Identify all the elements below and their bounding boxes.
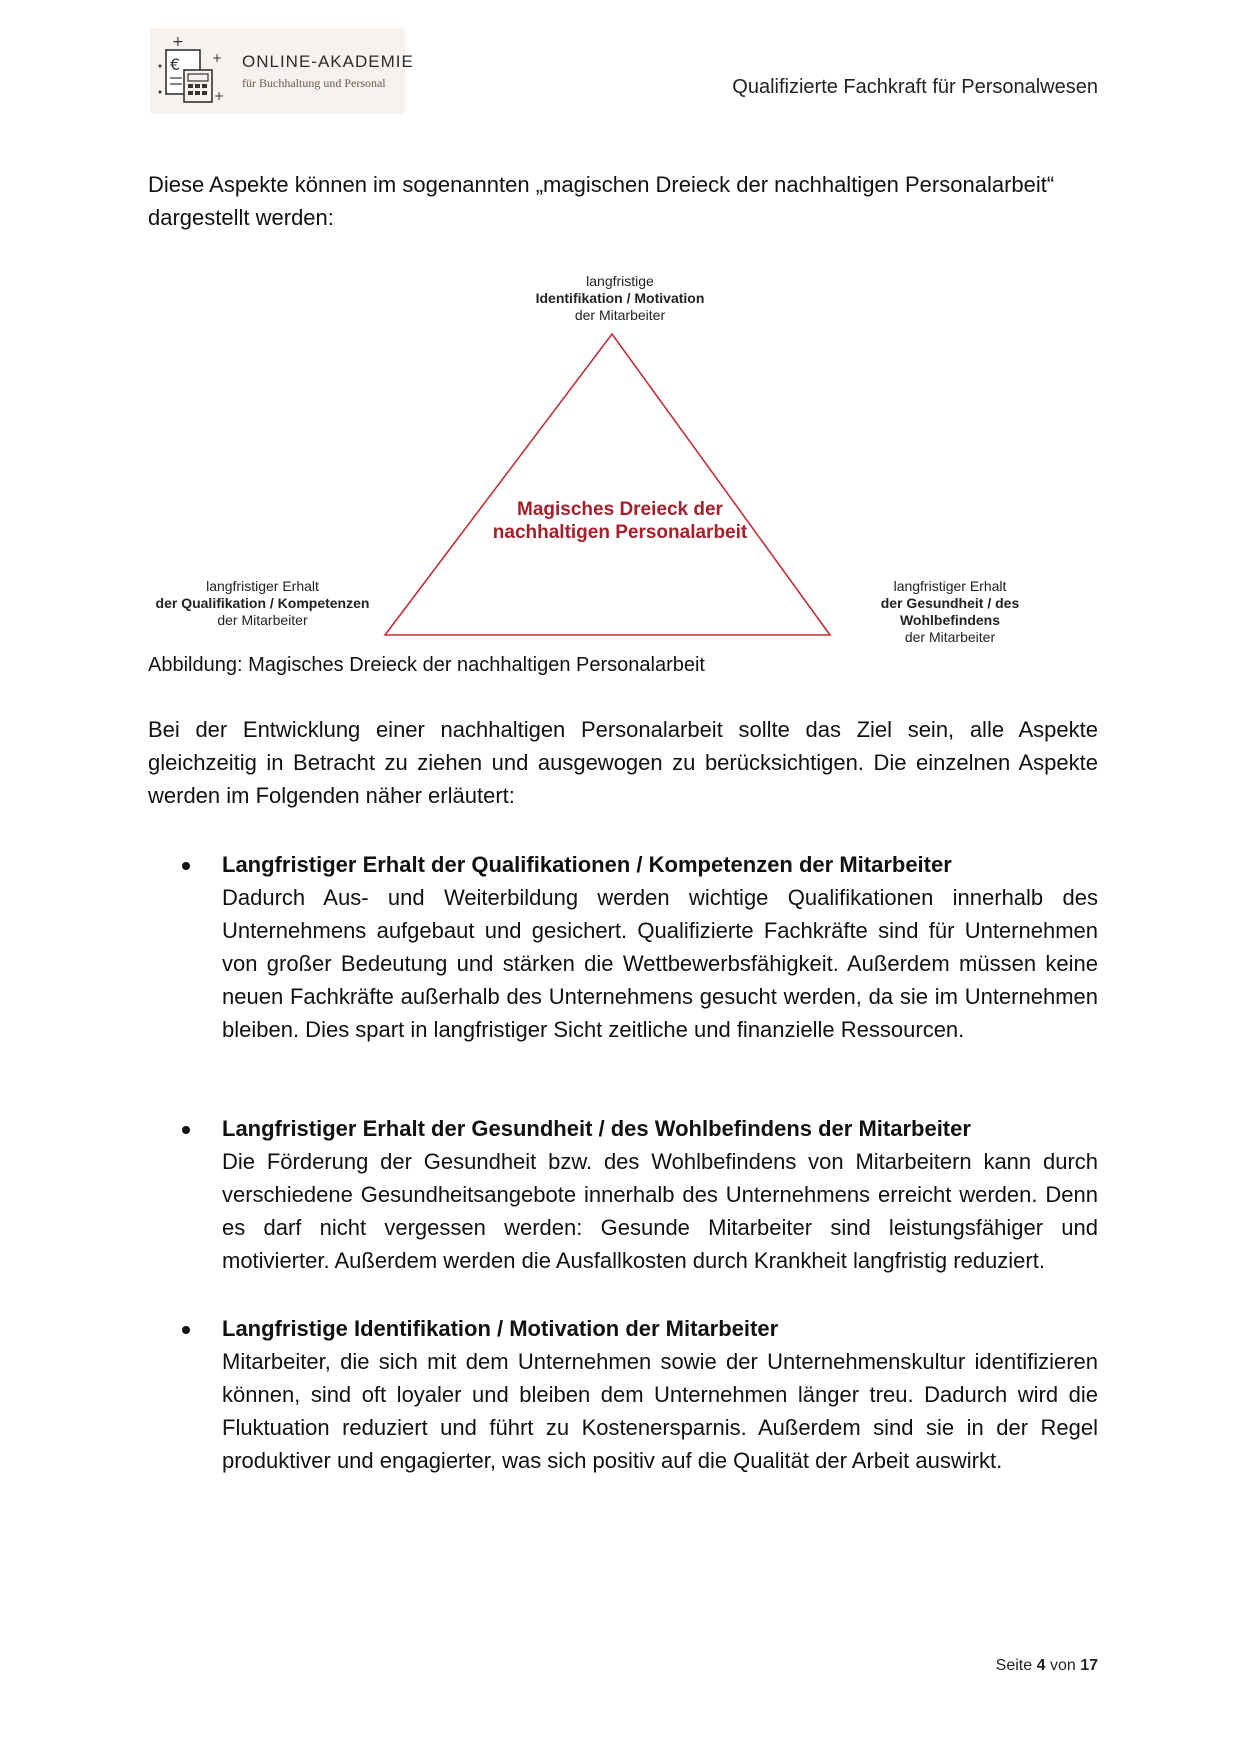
svg-text:+: + <box>212 51 223 65</box>
logo <box>150 28 414 114</box>
list-item <box>182 1112 1098 1277</box>
intro-paragraph: Diese Aspekte können im sogenannten „magischen Dreieck der nachhaltigen Personalarbeit“ dargestellt werden: <box>148 172 1055 230</box>
svg-text:€: € <box>170 55 181 74</box>
label-top: langfristige Identifikation / Motivation der Mitarbeiter <box>535 273 705 323</box>
svg-text:+: + <box>214 89 225 103</box>
section-text: Dadurch Aus- und Weiterbildung werden wichtige Qualifikationen innerhalb des Unternehmens aufgebaut und gesichert. Qualifizierte Fachkräfte sind für Unternehmen von großer Bedeutung und stärken die Wettbewerbsfähigkeit. Außerdem müssen keine neuen Fachkräfte außerhalb des Unternehmens gesucht werden, da sie im Unternehmen bleiben. Dies spart in langfristiger Sicht zeitliche und finanzielle Ressourcen. <box>222 885 1098 1042</box>
course-title: Qualifizierte Fachkraft für Personalwesen <box>732 76 1098 98</box>
calculator-document-icon <box>154 34 225 108</box>
section-heading: Langfristige Identifikation / Motivation der Mitarbeiter <box>222 1316 779 1341</box>
label-right: langfristiger Erhalt der Gesundheit / des Wohlbefindens der Mitarbeiter <box>880 578 1020 645</box>
diagram-center-title: Magisches Dreieck der nachhaltigen Personalarbeit <box>492 499 748 543</box>
logo-subtitle: für Buchhaltung und Personal <box>242 76 386 90</box>
section-text: Die Förderung der Gesundheit bzw. des Wohlbefindens von Mitarbeitern kann durch verschiedene Gesundheitsangebote innerhalb des Unternehmens erreicht werden. Denn es darf nicht vergessen werden: Gesunde Mitarbeiter sind leistungsfähiger und motivierter. Außerdem werden die Ausfallkosten durch Krankheit langfristig reduziert. <box>222 1149 1098 1273</box>
label-left: langfristiger Erhalt der Qualifikation / Kompetenzen der Mitarbeiter <box>155 578 370 628</box>
magic-triangle-diagram <box>140 270 1100 650</box>
bullet-icon <box>182 862 190 870</box>
bullet-icon <box>182 1326 190 1334</box>
figure-caption: Abbildung: Magisches Dreieck der nachhaltigen Personalarbeit <box>148 654 705 676</box>
section-heading: Langfristiger Erhalt der Qualifikationen / Kompetenzen der Mitarbeiter <box>222 852 952 877</box>
svg-text:+: + <box>172 34 184 50</box>
section-text: Mitarbeiter, die sich mit dem Unternehmen sowie der Unternehmenskultur identifizieren können, sind oft loyaler und bleiben dem Unternehmen länger treu. Dadurch wird die Fluktuation reduziert und führt zu Kostenersparnis. Außerdem sind sie in der Regel produktiver und engagierter, was sich positiv auf die Qualität der Arbeit auswirkt. <box>222 1349 1098 1473</box>
page-number: Seite 4 von 17 <box>995 1657 1098 1674</box>
bullet-icon <box>182 1126 190 1134</box>
body-paragraph: Bei der Entwicklung einer nachhaltigen Personalarbeit sollte das Ziel sein, alle Aspekte gleichzeitig in Betracht zu ziehen und ausgewogen zu berücksichtigen. Die einzelnen Aspekte werden im Folgenden näher erläutert: <box>148 717 1098 808</box>
logo-title: ONLINE-AKADEMIE <box>242 52 414 71</box>
section-heading: Langfristiger Erhalt der Gesundheit / des Wohlbefindens der Mitarbeiter <box>222 1116 971 1141</box>
list-item <box>182 848 1098 1046</box>
list-item <box>182 1312 1098 1477</box>
